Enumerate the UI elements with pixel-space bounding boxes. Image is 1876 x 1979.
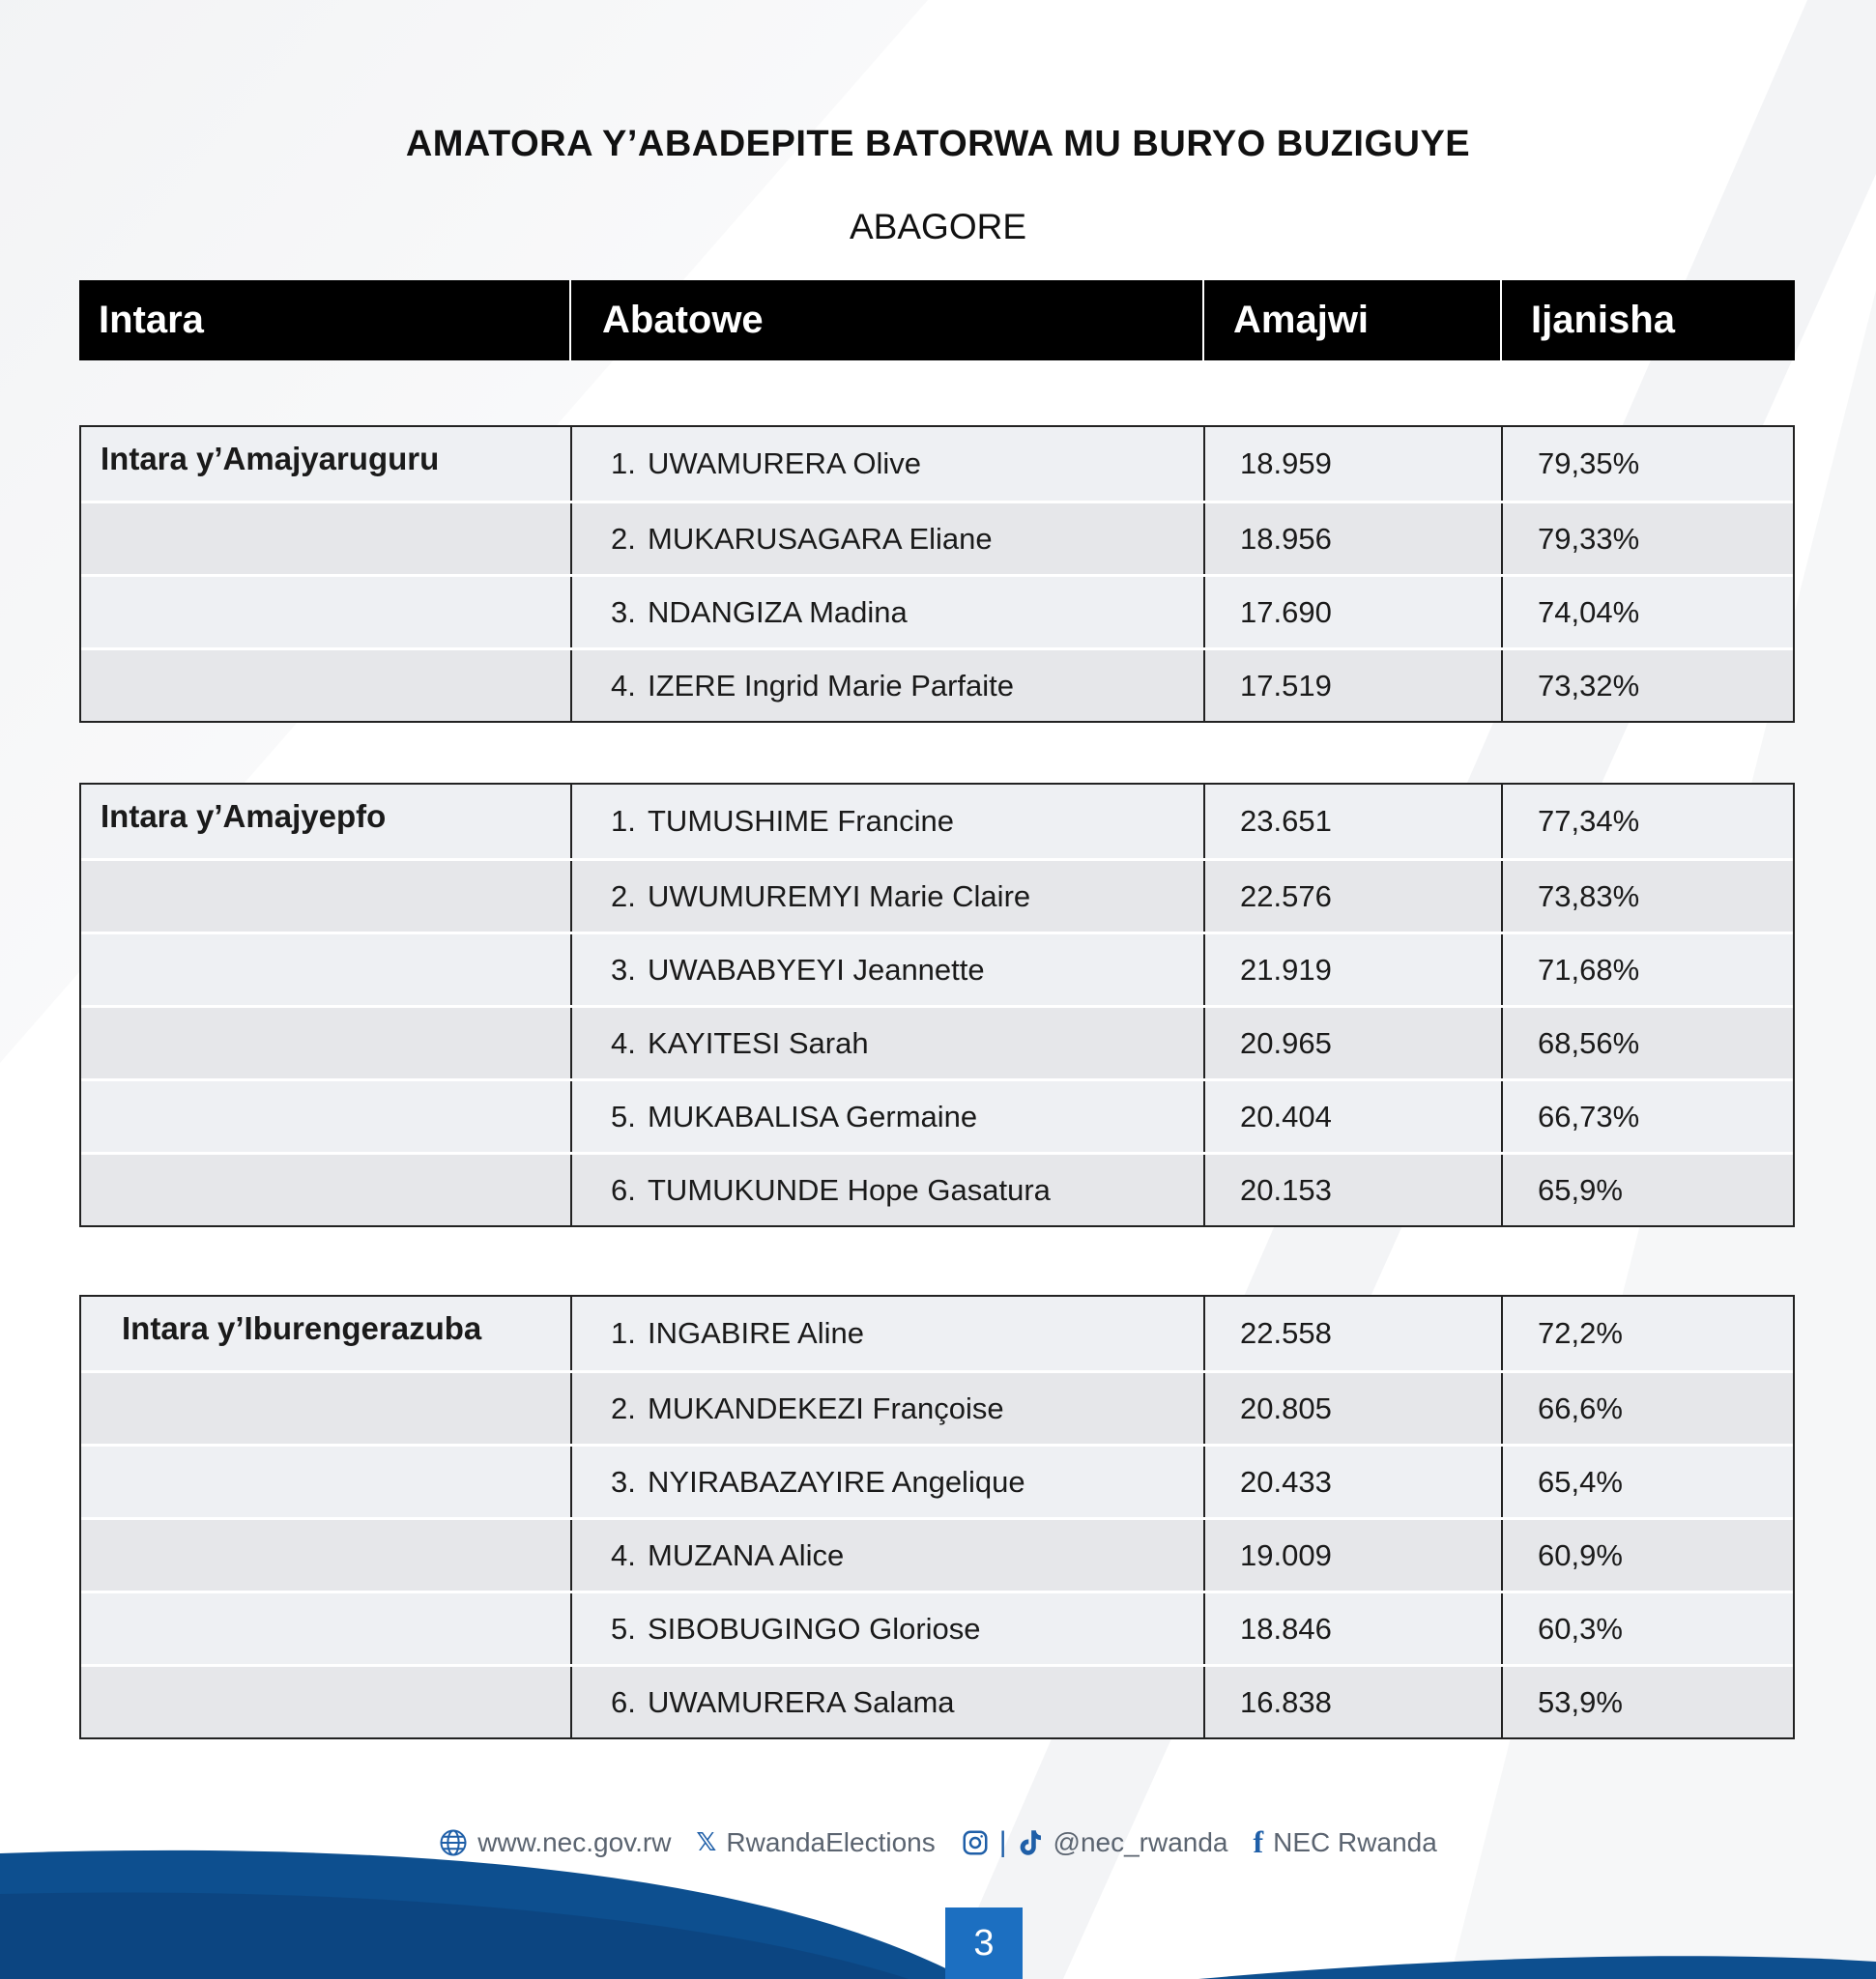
percent-value: 71,68% [1501,934,1793,1005]
candidate-cell [570,1667,1203,1737]
candidate-cell [570,427,1203,501]
percent-value: 66,73% [1501,1081,1793,1152]
candidate-cell [570,650,1203,721]
footer-social-links [0,1824,1876,1860]
candidate-name: NYIRABAZAYIRE Angelique [648,1464,1025,1499]
province-cell-empty [81,1155,570,1225]
rank-number: 5. [611,1099,636,1133]
rank-number: 3. [611,952,636,987]
results-group-amajyaruguru [79,425,1795,723]
column-header-abatowe: Abatowe [569,280,1202,360]
votes-value: 22.558 [1203,1297,1501,1370]
candidate-cell [570,1373,1203,1444]
table-row [81,785,1793,858]
rank-number: 1. [611,446,636,480]
province-cell-empty [81,1008,570,1078]
candidate-name: UWUMUREMYI Marie Claire [648,878,1031,913]
candidate-name: KAYITESI Sarah [648,1025,869,1060]
page-number: 3 [945,1907,1023,1979]
votes-value: 17.690 [1203,577,1501,647]
rank-number: 6. [611,1684,636,1719]
province-cell-empty [81,934,570,1005]
votes-value: 22.576 [1203,861,1501,932]
percent-value: 65,9% [1501,1155,1793,1225]
candidate-name: NDANGIZA Madina [648,594,908,629]
rank-number: 4. [611,668,636,703]
percent-value: 72,2% [1501,1297,1793,1370]
candidate-cell [570,1593,1203,1664]
rank-number: 2. [611,878,636,913]
twitter-handle: RwandaElections [726,1826,936,1857]
percent-value: 53,9% [1501,1667,1793,1737]
candidate-cell [570,934,1203,1005]
table-row [81,1664,1793,1737]
votes-value: 21.919 [1203,934,1501,1005]
candidate-cell [570,577,1203,647]
rank-number: 1. [611,804,636,838]
table-row [81,1152,1793,1225]
province-cell-empty [81,1081,570,1152]
table-row [81,501,1793,574]
candidate-name: TUMUSHIME Francine [648,804,954,838]
column-header-amajwi: Amajwi [1202,280,1500,360]
rank-number: 3. [611,594,636,629]
table-row [81,932,1793,1005]
province-cell-empty [81,1593,570,1664]
percent-value: 68,56% [1501,1008,1793,1078]
table-header [79,280,1795,360]
table-row [81,647,1793,721]
table-row [81,1370,1793,1444]
x-icon: 𝕏 [696,1827,717,1856]
percent-value: 65,4% [1501,1447,1793,1517]
facebook-name: NEC Rwanda [1273,1826,1437,1857]
percent-value: 77,34% [1501,785,1793,858]
rank-number: 2. [611,1391,636,1425]
rank-number: 4. [611,1025,636,1060]
votes-value: 20.433 [1203,1447,1501,1517]
province-cell-empty [81,1667,570,1737]
candidate-name: UWAMURERA Olive [648,446,922,480]
votes-value: 23.651 [1203,785,1501,858]
candidate-name: INGABIRE Aline [648,1316,864,1350]
candidate-name: MUKANDEKEZI Françoise [648,1391,1004,1425]
percent-value: 60,3% [1501,1593,1793,1664]
website-text: www.nec.gov.rw [477,1826,672,1857]
percent-value: 79,35% [1501,427,1793,501]
column-header-intara: Intara [99,299,204,341]
province-cell-empty [81,1373,570,1444]
candidate-cell [570,1447,1203,1517]
province-cell-empty [81,1520,570,1591]
candidate-cell [570,1155,1203,1225]
province-cell-empty [81,503,570,574]
results-group-amajyepfo [79,783,1795,1227]
candidate-cell [570,503,1203,574]
province-cell-empty [81,577,570,647]
divider-bar: | [998,1825,1007,1858]
votes-value: 19.009 [1203,1520,1501,1591]
page-title: AMATORA Y’ABADEPITE BATORWA MU BURYO BUZIGUYE [405,124,1471,164]
percent-value: 79,33% [1501,503,1793,574]
table-row [81,1005,1793,1078]
table-row [81,1078,1793,1152]
table-row [81,1517,1793,1591]
votes-value: 20.805 [1203,1373,1501,1444]
votes-value: 18.956 [1203,503,1501,574]
candidate-cell [570,1081,1203,1152]
table-row [81,574,1793,647]
province-cell-empty [81,1447,570,1517]
candidate-name: UWABABYEYI Jeannette [648,952,985,987]
percent-value: 73,83% [1501,861,1793,932]
votes-value: 18.846 [1203,1593,1501,1664]
website-link[interactable] [439,1827,671,1858]
instagram-tiktok-link[interactable] [961,1826,1228,1859]
table-row [81,1444,1793,1517]
candidate-name: SIBOBUGINGO Gloriose [648,1611,981,1646]
province-name: Intara y’Amajyepfo [101,798,387,834]
tiktok-icon [1017,1828,1044,1857]
candidate-name: MUKABALISA Germaine [648,1099,978,1133]
table-row [81,427,1793,501]
province-cell-empty [81,861,570,932]
rank-number: 5. [611,1611,636,1646]
province-name: Intara y’Amajyaruguru [101,441,440,476]
twitter-link[interactable] [696,1827,935,1858]
instagram-icon [961,1828,990,1857]
table-row [81,1297,1793,1370]
votes-value: 20.965 [1203,1008,1501,1078]
candidate-cell [570,1008,1203,1078]
rank-number: 3. [611,1464,636,1499]
rank-number: 6. [611,1172,636,1207]
votes-value: 16.838 [1203,1667,1501,1737]
results-group-iburengerazuba [79,1295,1795,1739]
province-cell-empty [81,650,570,721]
table-row [81,1591,1793,1664]
rank-number: 4. [611,1537,636,1572]
votes-value: 20.153 [1203,1155,1501,1225]
facebook-link[interactable] [1254,1824,1437,1860]
globe-icon [439,1828,468,1857]
candidate-name: IZERE Ingrid Marie Parfaite [648,668,1015,703]
percent-value: 73,32% [1501,650,1793,721]
percent-value: 74,04% [1501,577,1793,647]
candidate-cell [570,861,1203,932]
candidate-name: MUZANA Alice [648,1537,845,1572]
page-subtitle: ABAGORE [850,207,1026,246]
column-header-ijanisha: Ijanisha [1500,280,1795,360]
percent-value: 60,9% [1501,1520,1793,1591]
table-row [81,858,1793,932]
votes-value: 20.404 [1203,1081,1501,1152]
candidate-name: UWAMURERA Salama [648,1684,955,1719]
votes-value: 17.519 [1203,650,1501,721]
candidate-name: TUMUKUNDE Hope Gasatura [648,1172,1051,1207]
rank-number: 1. [611,1316,636,1350]
candidate-cell [570,785,1203,858]
candidate-name: MUKARUSAGARA Eliane [648,521,993,556]
votes-value: 18.959 [1203,427,1501,501]
facebook-icon: f [1253,1824,1264,1859]
candidate-cell [570,1297,1203,1370]
candidate-cell [570,1520,1203,1591]
instagram-tiktok-handle: @nec_rwanda [1053,1826,1228,1857]
province-name: Intara y’Iburengerazuba [122,1310,482,1346]
percent-value: 66,6% [1501,1373,1793,1444]
rank-number: 2. [611,521,636,556]
